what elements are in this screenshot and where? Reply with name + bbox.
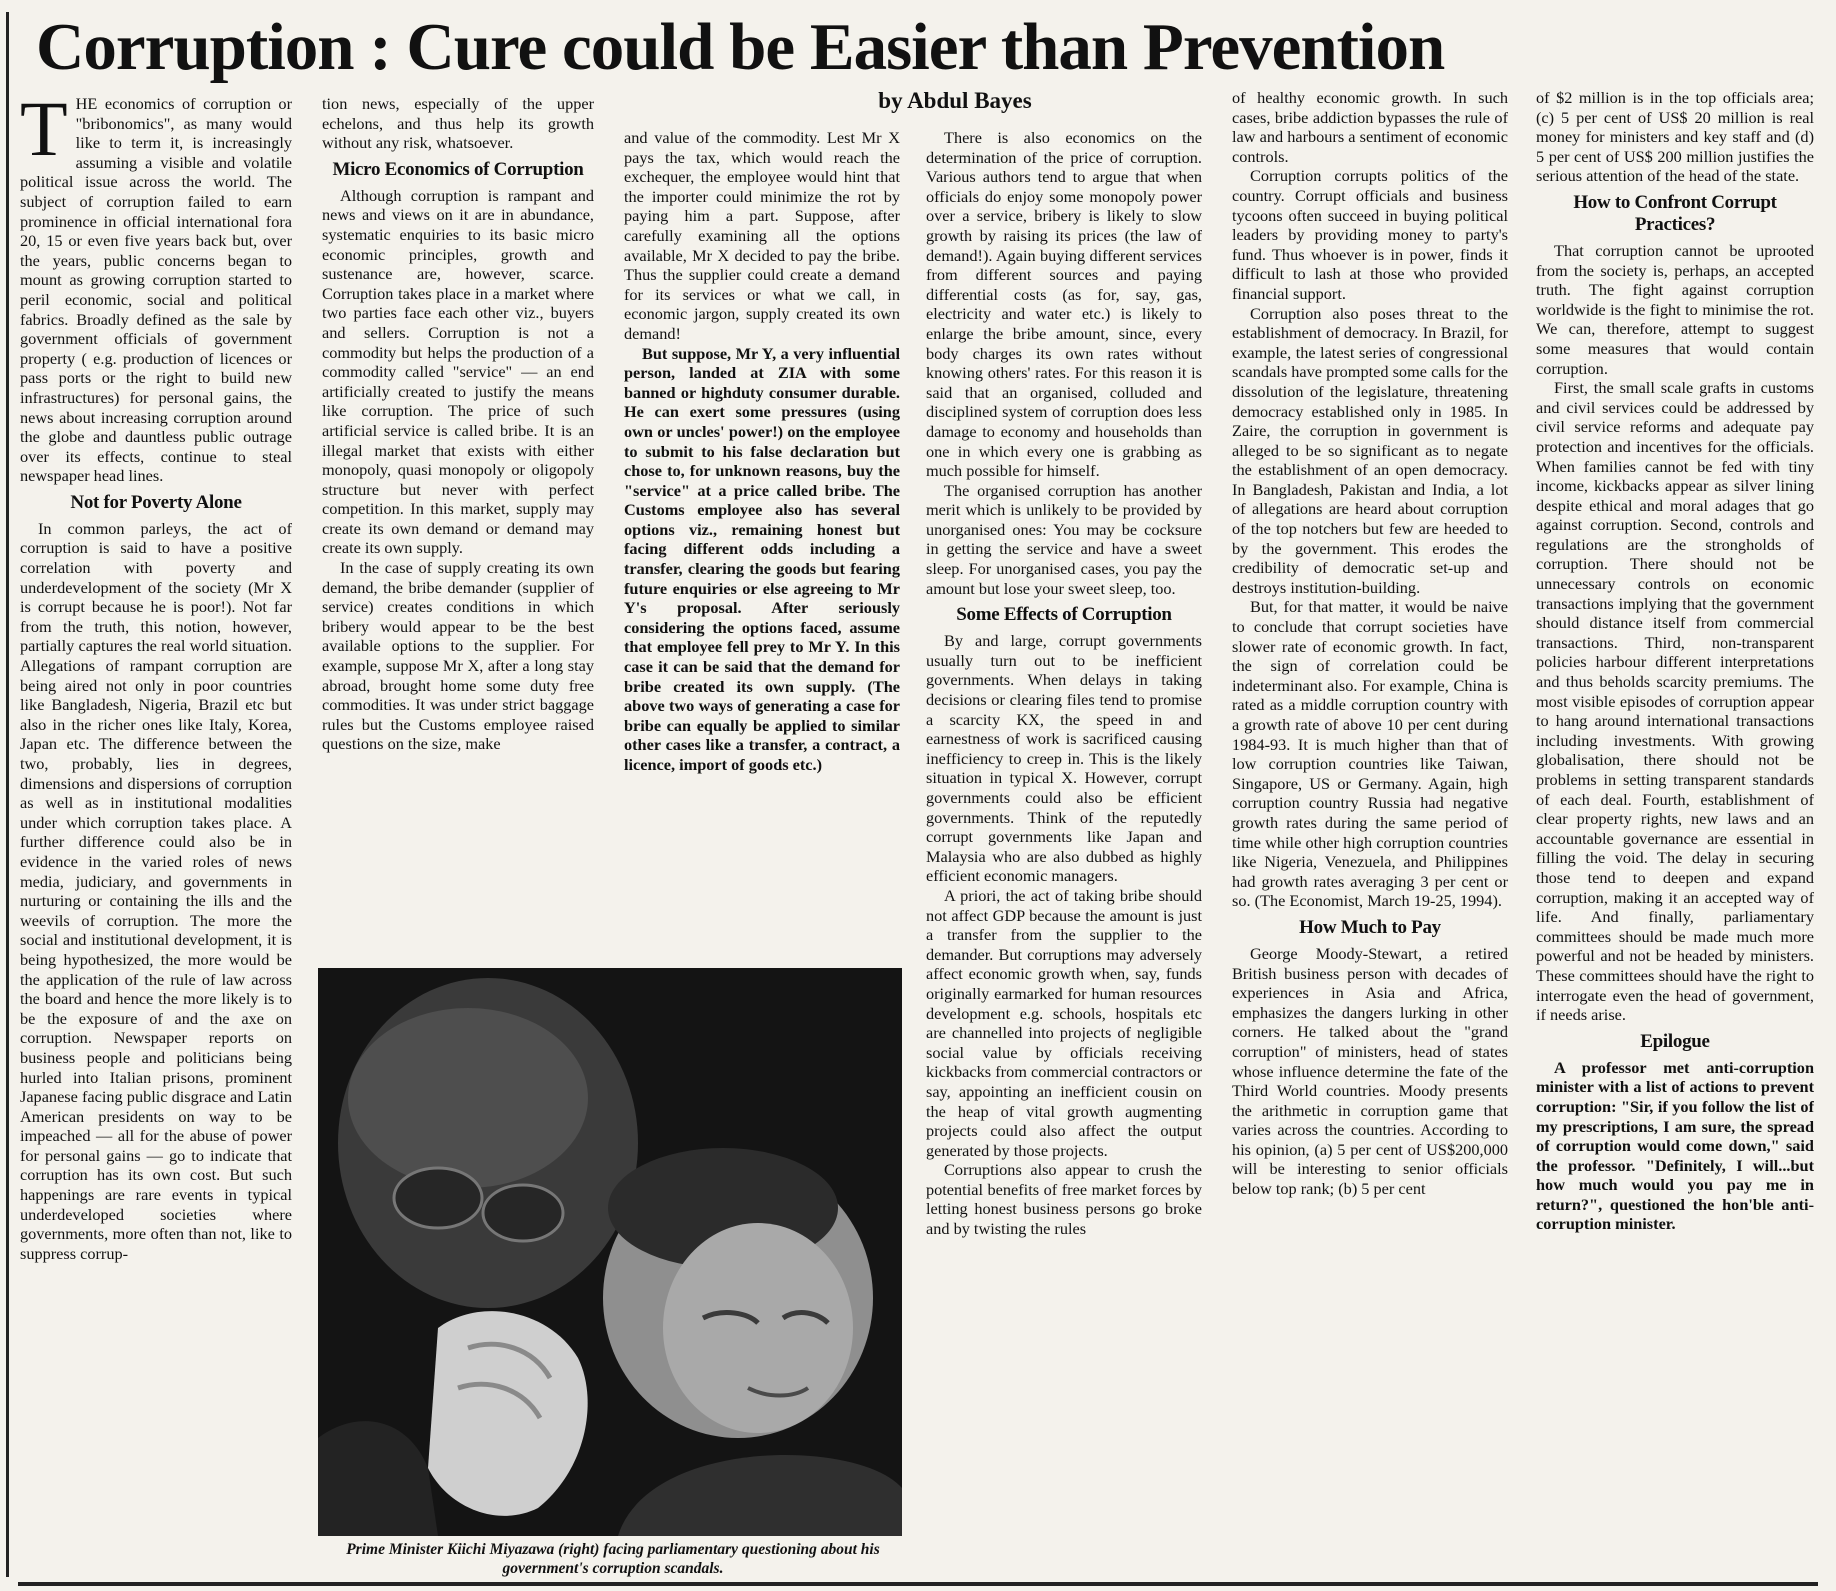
body-paragraph: By and large, corrupt governments usually turn out to be inefficient governments. When delays in taking decisions or clearing files tend to promise a scarcity KX, the speed in and earnestness of work is sacrificed causing inefficiency to creep in. This is the likely situation in typical X. However, corrupt governments could also be efficient governments. Think of the reputedly corrupt governments like Japan and Malaysia who are also dubbed as highly efficient economic managers.: [926, 631, 1202, 886]
body-paragraph: Corruptions also appear to crush the potential benefits of free market forces by letting honest business persons go broke and by twisting the rules: [926, 1160, 1202, 1239]
photo-caption: Prime Minister Kiichi Miyazawa (right) facing parliamentary questioning about his government's corruption scandals.: [346, 1541, 880, 1577]
body-paragraph: But suppose, Mr Y, a very influential person, landed at ZIA with some banned or highduty consumer durable. He can exert some pressures (using own or uncles' power!) on the employee to submit to his false declaration but chose to, for unknown reasons, buy the "service" at a price called bribe. The Customs employee also has several options viz., remaining honest but facing different odds including a transfer, clearing the goods but fearing future enquiries or else agreeing to Mr Y's proposal. After seriously considering the options faced, assume that employee fell prey to Mr Y. In this case it can be said that the demand for bribe created its own supply. (The above two ways of generating a case for bribe can equally be applied to similar other cases like a transfer, a contract, a licence, import of goods etc.): [624, 343, 900, 774]
byline: by Abdul Bayes: [878, 88, 1032, 113]
article-column-6: [1536, 88, 1814, 1582]
article-column-2: [322, 94, 594, 964]
body-paragraph: Corruption corrupts politics of the country. Corrupt officials and business tycoons often succeed in buying political leaders by providing money to party's fund. Thus whoever is in power, finds it difficult to lash at those who provided financial support.: [1232, 166, 1508, 303]
lead-paragraph: [20, 94, 292, 486]
continued-paragraph: of healthy economic growth. In such cases, bribe addiction bypasses the rule of law and harbours a sentiment of economic controls.: [1232, 88, 1508, 166]
body-paragraph: But, for that matter, it would be naive to conclude that corrupt societies have slower rate of economic growth. In fact, the sign of correlation could be indeterminant also. For example, China is rated as a middle corruption country with a growth rate of above 10 per cent during 1984-93. It is much higher than that of low corruption countries like Taiwan, Singapore, US or Germany. Again, high corruption country Russia had negative growth rates during the same period of time while other high corruption countries like Nigeria, Venezuela, and Philippines had growth rates averaging 3 per cent or so. (The Economist, March 19-25, 1994).: [1232, 597, 1508, 911]
page-edge-rule: [6, 12, 9, 1577]
body-paragraph: First, the small scale grafts in customs and civil services could be addressed by civil service reforms and adequate pay protection and incentives for the officials. When families cannot be fed with tiny income, kickbacks appear as silver lining despite ethical and moral adages that go against corruption. Second, controls and regulations are the strongholds of corruption. There should not be unnecessary controls on economic transactions implying that the government should distance itself from commercial transactions. Third, non-transparent policies harbour different interpretations and thus beholds scarcity premiums. The most visible episodes of corruption appear to hang around international transactions including investments. With growing globalisation, there should not be problems in setting transparent standards of each deal. Fourth, establishment of clear property rights, new laws and an accountable governance are essential in filling the void. The delay in securing those tend to deepen and expand corruption, making it an accepted way of life. And finally, parliamentary committees should be made much more powerful and not be headed by ministers. These committees should have the right to interrogate even the head of government, if needs arise.: [1536, 378, 1814, 1025]
body-paragraph: In the case of supply creating its own demand, the bribe demander (supplier of service) creates conditions in which bribery would appear to be the best available options to the supplier. For example, suppose Mr X, after a long stay abroad, brought home some duty free commodities. It was under strict baggage rules but the Customs employee raised questions on the size, make: [322, 558, 594, 754]
body-paragraph: There is also economics on the determination of the price of corruption. Various authors tend to argue that when officials do enjoy some monopoly power over a service, bribery is likely to slow growth by raising its prices (the law of demand!). Again buying different services from different sources and paying differential costs (as for, say, gas, electricity and water etc.) is likely to enlarge the bribe amount, since, every body charges its own rates without knowing others' rates. For this reason it is said that an organised, colluded and disciplined system of corruption does less damage to economy and households than one in which every one is grabbing as much possible for himself.: [926, 128, 1202, 481]
body-paragraph: That corruption cannot be uprooted from the society is, perhaps, an accepted truth. The fight against corruption worldwide is the fight to minimise the rot. We can, therefore, attempt to suggest some measures that would contain corruption.: [1536, 240, 1814, 378]
section-heading: Some Effects of Corruption: [956, 604, 1172, 626]
article-column-4: [926, 128, 1202, 1582]
headline: Corruption : Cure could be Easier than Prevention: [36, 10, 1445, 84]
photograph-icon: [318, 968, 902, 1536]
article-column-3: [624, 128, 900, 964]
article-column-1: [20, 94, 292, 1582]
continued-paragraph: tion news, especially of the upper echelons, and thus help its growth without any risk, whatsoever.: [322, 94, 594, 153]
drop-cap: T: [20, 94, 68, 172]
body-paragraph: Corruption also poses threat to the establishment of democracy. In Brazil, for example, the latest series of congressional scandals have prompted some calls for the dissolution of the legislature, threatening democracy established only in 1985. In Zaire, the corruption in government is alleged to be so significant as to negate the establishment of an open democracy. In Bangladesh, Pakistan and India, a lot of allegations are heard about corruption of the top notchers but few are heeded to by the government. This erodes the credibility of democratic set-up and destroys institution-building.: [1232, 303, 1508, 597]
body-paragraph: A priori, the act of taking bribe should not affect GDP because the amount is just a transfer from the supplier to the demander. But corruptions may adversely affect economic growth when, say, funds originally earmarked for human resources development e.g. schools, hospitals etc are channelled into projects of negligible social value by officials receiving kickbacks from commercial contractors or say, appointing an inefficient cousin on the heap of vital growth augmenting projects could also affect the output generated by those projects.: [926, 885, 1202, 1160]
body-paragraph: The organised corruption has another merit which is unlikely to be provided by unorganised ones: You may be cocksure in getting the service and have a sweet sleep. For unorganised cases, you pay the amount but lose your sweet sleep, too.: [926, 480, 1202, 598]
article-column-5: [1232, 88, 1508, 1582]
section-heading: Micro Economics of Corruption: [332, 158, 584, 180]
body-paragraph: Although corruption is rampant and news and views on it are in abundance, systematic enquiries to its basic micro economic principles, growth and sustenance are, however, scarce. Corruption takes place in a market where two parties face each other viz., buyers and sellers. Corruption is not a commodity but helps the production of a commodity called "service" — an end artificially created to justify the means like corruption. The price of such artificial service is called bribe. It is an illegal market that exists with either monopoly, quasi monopoly or oligopoly structure but never with perfect competition. In this market, supply may create its own demand or demand may create its own supply.: [322, 185, 594, 558]
lead-text: HE economics of corruption or "bribonomics", as many would like to term it, is increasingly assuming a visible and volatile political issue across the world. The subject of corruption failed to earn prominence in official international fora 20, 15 or even five years back but, over the years, public concerns began to mount as growing corruption started to peril economic, social and political fabrics. Broadly defined as the sale by government officials of government property ( e.g. production of licences or pass ports or the right to build new infrastructures) for personal gains, the news about increasing corruption around the globe and dauntless public outrage over its effects, continue to steal newspaper head lines.: [20, 94, 292, 486]
section-heading: How Much to Pay: [1299, 916, 1441, 938]
section-heading: How to Confront Corrupt Practices?: [1573, 191, 1777, 235]
body-paragraph: George Moody-Stewart, a retired British business person with decades of experiences in Asia and Africa, emphasizes the dangers lurking in other corners. He talked about the "grand corruption" of ministers, head of states whose influence determine the fate of the Third World countries. Moody presents the arithmetic in corruption game that varies across the countries. According to his opinion, (a) 5 per cent of US$200,000 will be interesting to senior officials below top rank; (b) 5 per cent: [1232, 943, 1508, 1199]
news-photograph: [318, 968, 902, 1536]
page-bottom-rule: [18, 1582, 1818, 1586]
continued-paragraph: of $2 million is in the top officials area; (c) 5 per cent of US$ 20 million is real money for ministers and key staff and (d) 5 per cent of US$ 200 million justifies the serious attention of the head of the state.: [1536, 88, 1814, 186]
section-heading: Epilogue: [1640, 1030, 1710, 1052]
section-heading: Not for Poverty Alone: [70, 491, 242, 513]
continued-paragraph: and value of the commodity. Lest Mr X pays the tax, which would reach the exchequer, the employee would hint that the importer could minimize the rot by paying him a part. Suppose, after carefully examining all the options available, Mr X decided to pay the bribe. Thus the supplier could create a demand for its services or what we call, in economic jargon, supply created its own demand!: [624, 128, 900, 343]
body-paragraph: A professor met anti-corruption minister with a list of actions to prevent corruption: "Sir, if you follow the list of my prescriptions, I am sure, the spread of corruption would come down," said the professor. "Definitely, I will...but how much would you pay me in return?", questioned the hon'ble anti-corruption minister.: [1536, 1057, 1814, 1234]
body-paragraph: In common parleys, the act of corruption is said to have a positive correlation with poverty and underdevelopment of the society (Mr X is corrupt because he is poor!). Not far from the truth, this notion, however, partially captures the real world situation. Allegations of rampant corruption are being aired not only in poor countries like Bangladesh, Nigeria, Brazil etc but also in the richer ones like Italy, Korea, Japan etc. The difference between the two, probably, lies in degrees, dimensions and dispersions of corruption as well as in institutional modalities under which corruption takes place. A further difference could also be in evidence in the varied roles of news media, judiciary, and governments in nurturing or containing the ills and the weevils of corruption. The more the social and institutional development, it is being hypothesized, the more would be the application of the rule of law across the board and hence the more likely is to be the exposure of and the axe on corruption. Newspaper reports on business people and politicians being hurled into Italian prisons, prominent Japanese facing public disgrace and Latin American presidents on way to be impeached — all for the abuse of power for personal gains — go to indicate that corruption has its own cost. But such happenings are rare events in typical underdeveloped societies where governments, more often than not, like to suppress corrup-: [20, 518, 292, 1263]
